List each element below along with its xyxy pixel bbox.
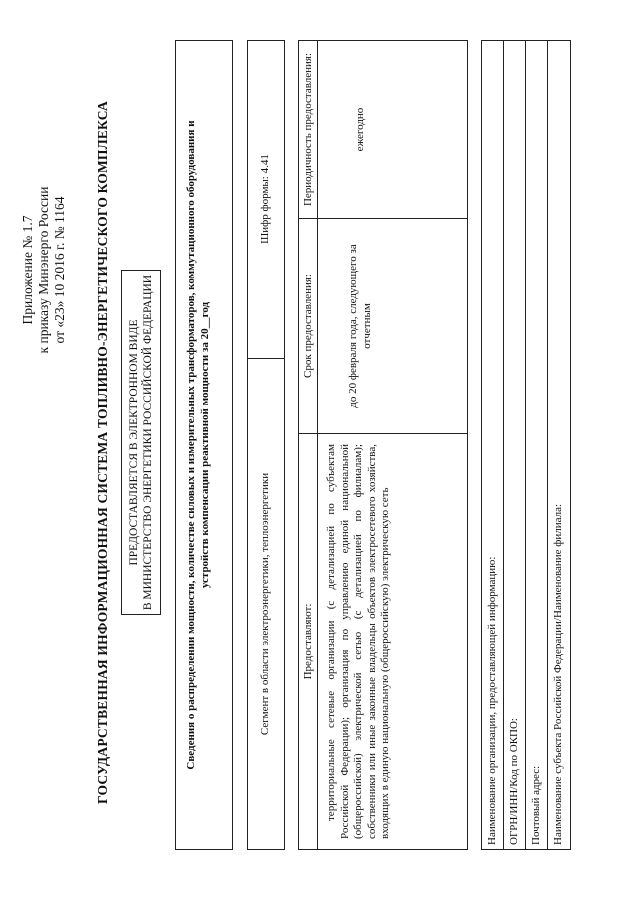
- report-title-line-1: Сведения о распределении мощности, количестве силовых и измерительных трансформаторов, коммутационного оборудования и: [185, 120, 197, 770]
- appendix-date: от «23» 10 2016 г. № 1164: [52, 196, 67, 344]
- submit-line-1: ПРЕДОСТАВЛЯЕТСЯ В ЭЛЕКТРОННОМ ВИДЕ: [128, 319, 140, 566]
- org-fields: [481, 40, 571, 850]
- info-table: [298, 40, 468, 850]
- header-deadline: Срок предоставления:: [302, 274, 314, 378]
- region-label: Наименование субъекта Российской Федерации/Наименование филиала:: [552, 503, 564, 845]
- ogrn-label: ОГРН/ИНН/Код по ОКПО:: [508, 718, 520, 845]
- form-cipher: Шифр формы: 4.41: [259, 154, 271, 244]
- periodicity-cell: ежегодно: [354, 107, 366, 152]
- ogrn-field: [504, 41, 526, 849]
- region-field: [548, 41, 569, 849]
- appendix-block: [20, 140, 68, 400]
- segment-label: Сегмент в области электроэнергетики, теплоэнергетики: [259, 472, 271, 736]
- segment-row: [247, 40, 285, 850]
- report-title-line-2: устройств компенсации реактивной мощности за 20__год: [199, 301, 211, 589]
- appendix-number: Приложение № 1.7: [20, 215, 35, 325]
- org-name-field: [482, 41, 504, 849]
- appendix-order: к приказу Минэнерго России: [36, 186, 51, 354]
- providers-cell: территориальные сетевые организации (с детализацией по субъектам Российской Федерации); организация по управлению единой национальной (общероссийской) электрической сетью (с детализацией по филиалам); собственники или иные законные владельцы объектов электросетевого хозяйства, входящих в единую национальную (общероссийскую) электрическую сеть: [325, 444, 391, 839]
- postal-address-field: [526, 41, 548, 849]
- submit-box: [121, 270, 161, 615]
- header-providers: Предоставляют:: [302, 603, 314, 680]
- deadline-cell: до 20 февраля года, следующего за отчетным: [347, 244, 373, 408]
- header-periodicity: Периодичность предоставления:: [302, 52, 314, 207]
- system-title: ГОСУДАРСТВЕННАЯ ИНФОРМАЦИОННАЯ СИСТЕМА ТОПЛИВНО-ЭНЕРГЕТИЧЕСКОГО КОМПЛЕКСА: [95, 101, 110, 804]
- postal-address-label: Почтовый адрес:: [530, 765, 542, 845]
- rotated-form-page: [15, 15, 625, 890]
- submit-line-2: В МИНИСТЕРСТВО ЭНЕРГЕТИКИ РОССИЙСКОЙ ФЕДЕРАЦИИ: [142, 274, 154, 611]
- report-title-box: [175, 40, 233, 850]
- org-name-label: Наименование организации, предоставляющей информацию:: [486, 556, 498, 845]
